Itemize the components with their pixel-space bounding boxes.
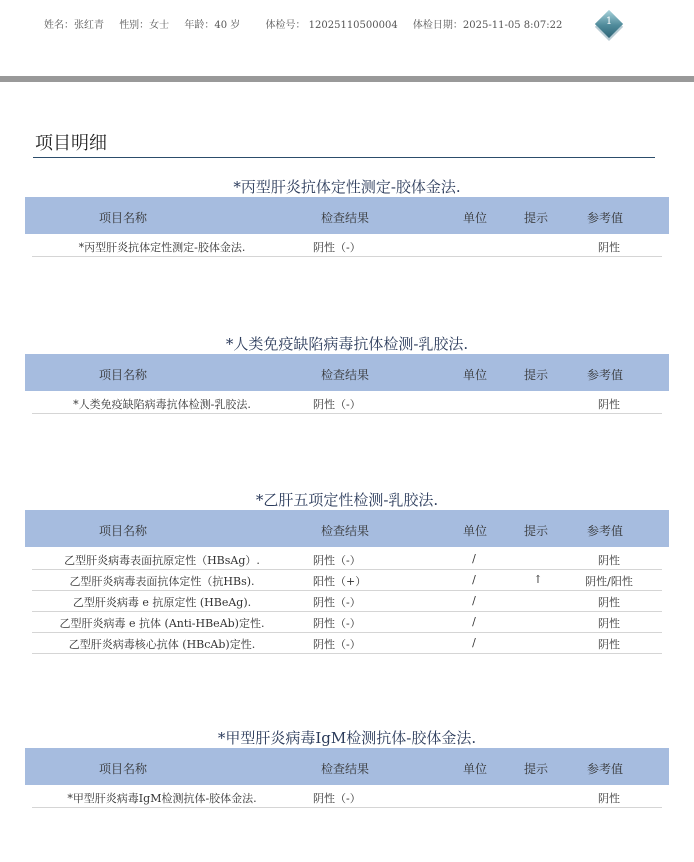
table-body bbox=[32, 549, 662, 654]
item-name: 乙型肝炎病毒 e 抗原定性 (HBeAg). bbox=[72, 596, 252, 609]
table-header bbox=[25, 197, 669, 234]
col-unit: 单位 bbox=[462, 211, 487, 225]
item-name: 乙型肝炎病毒表面抗原定性（HBsAg）. bbox=[64, 554, 260, 567]
item-unit: / bbox=[472, 615, 476, 628]
table-row bbox=[32, 591, 662, 612]
up-arrow-icon: ↑ bbox=[533, 573, 543, 586]
item-result: 阴性（-） bbox=[313, 554, 361, 567]
item-result: 阴性（-） bbox=[313, 638, 361, 651]
item-name: 乙型肝炎病毒表面抗体定性（抗HBs). bbox=[69, 575, 255, 588]
table-row bbox=[32, 549, 662, 570]
item-reference: 阴性 bbox=[598, 617, 620, 630]
col-name: 项目名称 bbox=[98, 762, 147, 776]
block-title: *乙肝五项定性检测-乳胶法. bbox=[255, 491, 439, 509]
section-title: 项目明细 bbox=[35, 133, 107, 154]
item-reference: 阴性 bbox=[598, 638, 620, 651]
item-result: 阴性（-） bbox=[313, 792, 361, 805]
page-number: 1 bbox=[605, 16, 613, 27]
item-reference: 阴性 bbox=[598, 398, 620, 411]
col-name: 项目名称 bbox=[98, 211, 147, 225]
table-body bbox=[32, 787, 662, 808]
item-name: *丙型肝炎抗体定性测定-胶体金法. bbox=[78, 241, 246, 254]
table-row bbox=[32, 787, 662, 808]
table-row bbox=[32, 633, 662, 654]
item-result: 阴性（-） bbox=[313, 241, 361, 254]
col-unit: 单位 bbox=[462, 524, 487, 538]
report-header bbox=[0, 0, 694, 46]
item-unit: / bbox=[472, 636, 476, 649]
table-row bbox=[32, 570, 662, 591]
col-unit: 单位 bbox=[462, 762, 487, 776]
col-reference: 参考值 bbox=[586, 762, 623, 776]
table-header bbox=[25, 748, 669, 785]
exam-number: 体检号： 12025110500004 bbox=[265, 20, 398, 31]
col-result: 检查结果 bbox=[320, 524, 369, 538]
item-name: *甲型肝炎病毒IgM检测抗体-胶体金法. bbox=[67, 792, 257, 805]
table-header bbox=[25, 510, 669, 547]
item-unit: / bbox=[472, 552, 476, 565]
col-reference: 参考值 bbox=[586, 211, 623, 225]
item-result: 阴性（-） bbox=[313, 398, 361, 411]
item-result: 阳性（+） bbox=[313, 575, 367, 588]
item-result: 阴性（-） bbox=[313, 617, 361, 630]
col-result: 检查结果 bbox=[320, 762, 369, 776]
table-body bbox=[32, 393, 662, 414]
item-unit: / bbox=[472, 594, 476, 607]
col-hint: 提示 bbox=[523, 524, 548, 538]
block-title: *甲型肝炎病毒IgM检测抗体-胶体金法. bbox=[217, 729, 477, 747]
patient-info bbox=[44, 16, 574, 31]
table-row bbox=[32, 236, 662, 257]
section-underline bbox=[33, 157, 655, 158]
patient-gender: 性别：女士 bbox=[119, 20, 170, 31]
col-unit: 单位 bbox=[462, 368, 487, 382]
item-result: 阴性（-） bbox=[313, 596, 361, 609]
item-name: 乙型肝炎病毒 e 抗体 (Anti-HBeAb)定性. bbox=[59, 617, 265, 630]
item-reference: 阴性 bbox=[598, 554, 620, 567]
col-reference: 参考值 bbox=[586, 524, 623, 538]
exam-date: 体检日期：2025-11-05 8:07:22 bbox=[412, 20, 563, 31]
col-reference: 参考值 bbox=[586, 368, 623, 382]
item-name: 乙型肝炎病毒核心抗体 (HBcAb)定性. bbox=[68, 638, 256, 651]
col-hint: 提示 bbox=[523, 368, 548, 382]
page-number-badge bbox=[596, 11, 622, 37]
table-header bbox=[25, 354, 669, 391]
patient-age: 年龄：40 岁 bbox=[184, 20, 241, 31]
col-name: 项目名称 bbox=[98, 524, 147, 538]
col-hint: 提示 bbox=[523, 762, 548, 776]
item-name: *人类免疫缺陷病毒抗体检测-乳胶法. bbox=[73, 398, 251, 411]
item-unit: / bbox=[472, 573, 476, 586]
block-title: *人类免疫缺陷病毒抗体检测-乳胶法. bbox=[225, 335, 469, 353]
patient-name: 姓名：张红青 bbox=[44, 20, 104, 31]
item-reference: 阴性 bbox=[598, 241, 620, 254]
header-divider bbox=[0, 76, 694, 82]
table-body bbox=[32, 236, 662, 257]
table-row bbox=[32, 612, 662, 633]
table-row bbox=[32, 393, 662, 414]
item-reference: 阴性 bbox=[598, 596, 620, 609]
col-result: 检查结果 bbox=[320, 211, 369, 225]
col-result: 检查结果 bbox=[320, 368, 369, 382]
block-title: *丙型肝炎抗体定性测定-胶体金法. bbox=[233, 178, 461, 196]
col-name: 项目名称 bbox=[98, 368, 147, 382]
item-reference: 阴性 bbox=[598, 792, 620, 805]
item-reference: 阴性/阳性 bbox=[585, 575, 633, 588]
col-hint: 提示 bbox=[523, 211, 548, 225]
